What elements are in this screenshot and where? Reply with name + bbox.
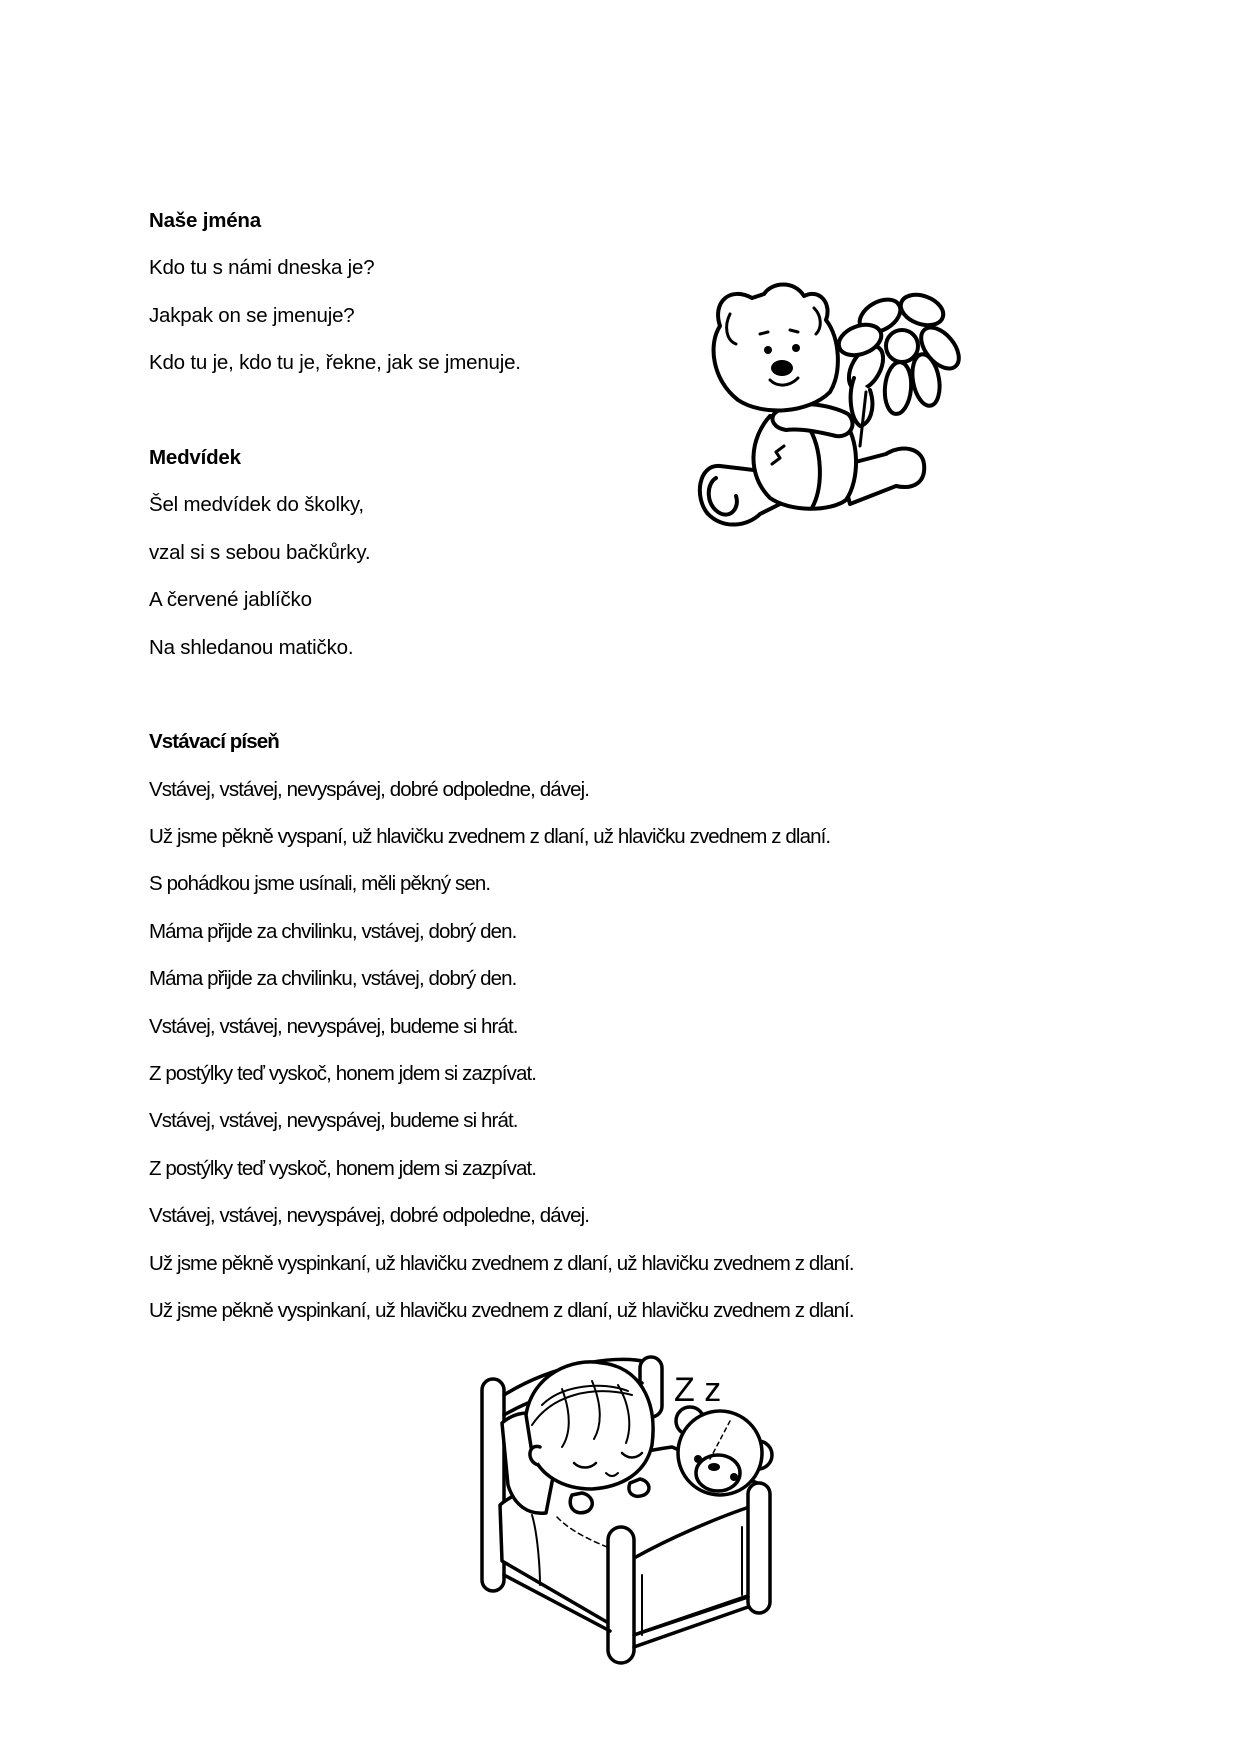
child-sleeping-in-bed-icon [462, 1335, 792, 1665]
teddy-bear-with-flower-icon [690, 268, 962, 552]
poem-line: Na shledanou matičko. [149, 635, 354, 659]
poem-line: Vstávej, vstávej, nevyspávej, budeme si hrát. [149, 1014, 518, 1038]
spacer [149, 671, 1049, 718]
poem-title: Medvídek [149, 445, 241, 469]
poem-line: Máma přijde za chvilinku, vstávej, dobrý den. [149, 967, 517, 991]
poem-line: A červené jablíčko [149, 588, 312, 612]
poem-line: S pohádkou jsme usínali, měli pěkný sen. [149, 872, 491, 896]
poem-title: Vstávací píseň [149, 730, 279, 754]
poem-line: Kdo tu s námi dneska je? [149, 256, 375, 280]
poem-line: Vstávej, vstávej, nevyspávej, dobré odpoledne, dávej. [149, 777, 590, 801]
poem-line: Jakpak on se jmenuje? [149, 303, 355, 327]
poem-title: Naše jména [149, 209, 261, 232]
poem-line: Vstávej, vstávej, nevyspávej, dobré odpoledne, dávej. [149, 1204, 590, 1228]
poem-line: Už jsme pěkně vyspinkaní, už hlavičku zvednem z dlaní, už hlavičku zvednem z dlaní. [149, 1251, 854, 1275]
poem-line: Kdo tu je, kdo tu je, řekne, jak se jmenuje. [149, 351, 521, 375]
poem-line: Už jsme pěkně vyspaní, už hlavičku zvednem z dlaní, už hlavičku zvednem z dlaní. [149, 825, 831, 849]
poem-line: Už jsme pěkně vyspinkaní, už hlavičku zvednem z dlaní, už hlavičku zvednem z dlaní. [149, 1298, 854, 1322]
poem-line: Máma přijde za chvilinku, vstávej, dobrý den. [149, 919, 517, 943]
poem-line: Šel medvídek do školky, [149, 493, 364, 517]
snore-text: Z z [674, 1371, 722, 1409]
poem-line: Vstávej, vstávej, nevyspávej, budeme si hrát. [149, 1109, 518, 1133]
poem-line: vzal si s sebou bačkůrky. [149, 540, 371, 564]
poem-line: Z postýlky teď vyskoč, honem jdem si zazpívat. [149, 1156, 537, 1180]
poem-line: Z postýlky teď vyskoč, honem jdem si zazpívat. [149, 1062, 537, 1086]
